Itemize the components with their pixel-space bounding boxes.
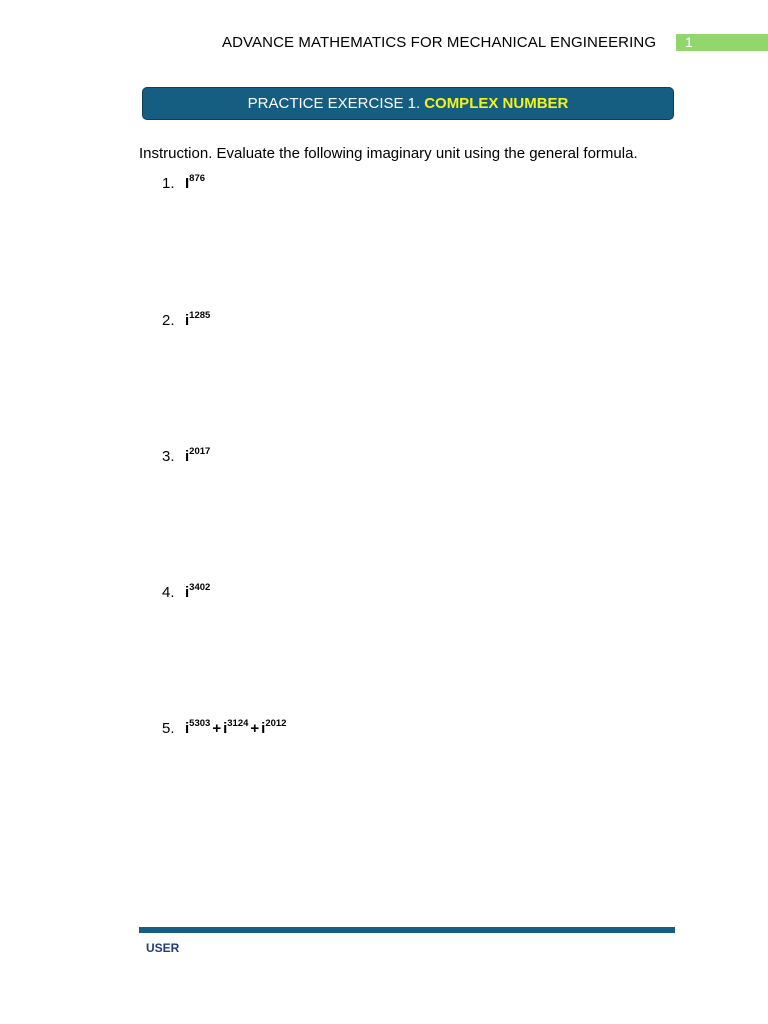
exercise-item-3	[162, 447, 210, 465]
banner-topic-text: COMPLEX NUMBER	[424, 95, 569, 112]
item-exponent: 876	[189, 173, 206, 184]
footer-divider	[139, 927, 675, 933]
item-exponent: 2017	[189, 446, 211, 457]
item-base: I	[185, 175, 190, 192]
exercise-item-4	[162, 583, 210, 601]
footer-user-label: USER	[146, 941, 180, 955]
page-number-badge: 1	[676, 34, 768, 51]
term-base: i	[185, 720, 190, 737]
plus-operator: +	[250, 720, 260, 737]
instruction-text: Instruction. Evaluate the following imaginary unit using the general formula.	[139, 145, 638, 162]
term-exponent: 3124	[227, 718, 249, 729]
item-base: i	[185, 448, 190, 465]
exercise-item-2	[162, 311, 210, 329]
term-base: i	[223, 720, 228, 737]
exercise-item-5	[162, 719, 286, 737]
item-expression	[185, 584, 210, 601]
term-exponent: 5303	[189, 718, 211, 729]
exercise-banner	[142, 87, 674, 120]
item-number: 3.	[162, 448, 175, 465]
item-expression	[185, 448, 210, 465]
item-number: 4.	[162, 584, 175, 601]
item-exponent: 3402	[189, 582, 211, 593]
item-number: 1.	[162, 175, 175, 192]
item-expression	[185, 720, 286, 737]
term-exponent: 2012	[265, 718, 287, 729]
exercise-item-1	[162, 174, 205, 192]
plus-operator: +	[212, 720, 222, 737]
item-exponent: 1285	[189, 310, 211, 321]
banner-lead-text: PRACTICE EXERCISE 1.	[247, 95, 421, 112]
item-expression	[185, 175, 205, 192]
item-number: 5.	[162, 720, 175, 737]
document-header-title: ADVANCE MATHEMATICS FOR MECHANICAL ENGINEERING	[222, 34, 657, 51]
item-base: i	[185, 312, 190, 329]
item-base: i	[185, 584, 190, 601]
term-base: i	[261, 720, 266, 737]
item-expression	[185, 312, 210, 329]
item-number: 2.	[162, 312, 175, 329]
